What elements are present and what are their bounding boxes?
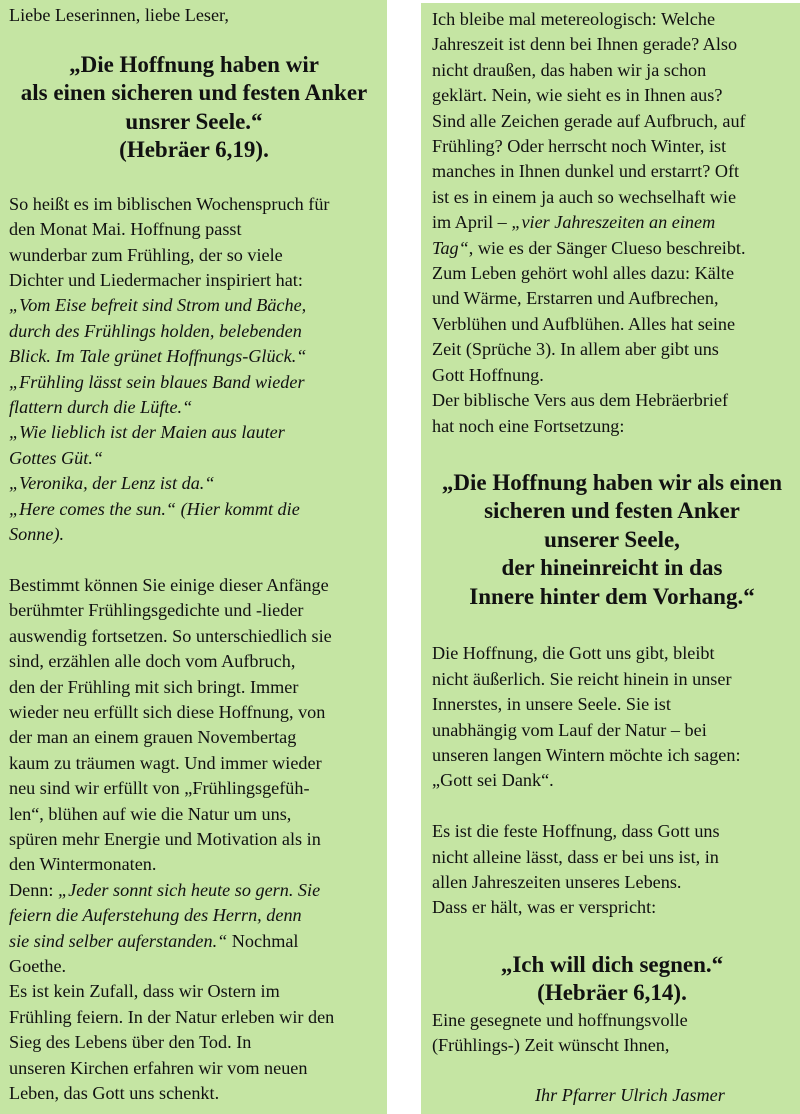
easter-paragraph: Es ist kein Zufall, dass wir Ostern im Frühling feiern. In der Natur erleben wir den Sieg des Lebens über den Tod. In unseren Kirchen erfahren wir vom neuen Leben, das Gott uns schenkt. xyxy=(9,981,335,1103)
headline-quote: „Die Hoffnung haben wir als einen sicheren und festen Anker unsrer Seele.“ (Hebräer 6,19). xyxy=(20,51,368,163)
left-column xyxy=(0,0,387,1114)
body-paragraph: Bestimmt können Sie einige dieser Anfänge berühmter Frühlingsgedichte und -lieder auswendig fortsetzen. So unterschiedlich sie sind, erzählen alle doch vom Aufbruch, den der Frühling mit sich bringt. Immer wieder neu erfüllt sich diese Hoffnung, von der man an einem grauen Novembertag kaum zu träumen wagt. Und immer wieder neu sind wir erfüllt von „Frühlingsgefüh- len“, blühen auf wie die Natur um uns, spüren mehr Energie und Motivation als in den Wintermonaten. xyxy=(9,574,332,875)
closing: Eine gesegnete und hoffnungsvolle (Frühlings-) Zeit wünscht Ihnen, xyxy=(432,1009,688,1056)
hope-paragraph: Die Hoffnung, die Gott uns gibt, bleibt nicht äußerlich. Sie reicht hinein in unser Innerstes, in unsere Seele. Sie ist unabhängig vom Lauf der Natur – bei unseren langen Wintern möchte ich sagen: „Gott sei Dank“. xyxy=(432,643,741,791)
poem-quotes: „Vom Eise befreit sind Strom und Bäche, durch des Frühlings holden, belebenden Blick. Im Tale grünet Hoffnungs-Glück.“ „Frühling lässt sein blaues Band wieder flattern durch die Lüfte.“ „Wie lieblich ist der Maien aus lauter Gottes Güt.“ „Veronika, der Lenz ist da.“ „Here comes the sun.“ (Hier kommt die Sonne). xyxy=(9,295,307,545)
goethe-quote: Denn: „Jeder sonnt sich heute so gern. Sie feiern die Auferstehung des Herrn, denn sie sind selber auferstanden.“ Nochmal Goethe. xyxy=(9,879,321,976)
greeting: Liebe Leserinnen, liebe Leser, xyxy=(9,5,229,25)
blessing-quote: „Ich will dich segnen.“ (Hebräer 6,14). xyxy=(500,951,724,1006)
promise-paragraph: Es ist die feste Hoffnung, dass Gott uns nicht alleine lässt, dass er bei uns ist, in allen Jahreszeiten unseres Lebens. Dass er hält, was er verspricht: xyxy=(432,821,720,918)
intro-paragraph: So heißt es im biblischen Wochenspruch für den Monat Mai. Hoffnung passt wunderbar zum Frühling, der so viele Dichter und Liedermacher inspiriert hat: xyxy=(9,193,330,291)
right-column xyxy=(421,3,800,1114)
signature: Ihr Pfarrer Ulrich Jasmer xyxy=(535,1084,725,1105)
weather-paragraph: Ich bleibe mal metereologisch: Welche Jahreszeit ist denn bei Ihnen gerade? Also nicht draußen, das haben wir ja schon geklärt. Nein, wie sieht es in Ihnen aus? Sind alle Zeichen gerade auf Aufbruch, auf Frühling? Oder herrscht noch Winter, ist manches in Ihnen dunkel und erstarrt? Oft ist es in einem ja auch so wechselhaft wie im April – „vier Jahreszeiten an einem Tag“, wie es der Sänger Clueso beschreibt. Zum Leben gehört wohl alles dazu: Kälte und Wärme, Erstarren und Aufbrechen, Verblühen und Aufblühen. Alles hat seine Zeit (Sprüche 3). In allem aber gibt uns Gott Hoffnung. Der biblische Vers aus dem Hebräerbrief hat noch eine Fortsetzung: xyxy=(432,9,746,436)
verse-quote: „Die Hoffnung haben wir als einen sicheren und festen Anker unserer Seele, der hineinreicht in das Innere hinter dem Vorhang.“ xyxy=(441,469,783,609)
